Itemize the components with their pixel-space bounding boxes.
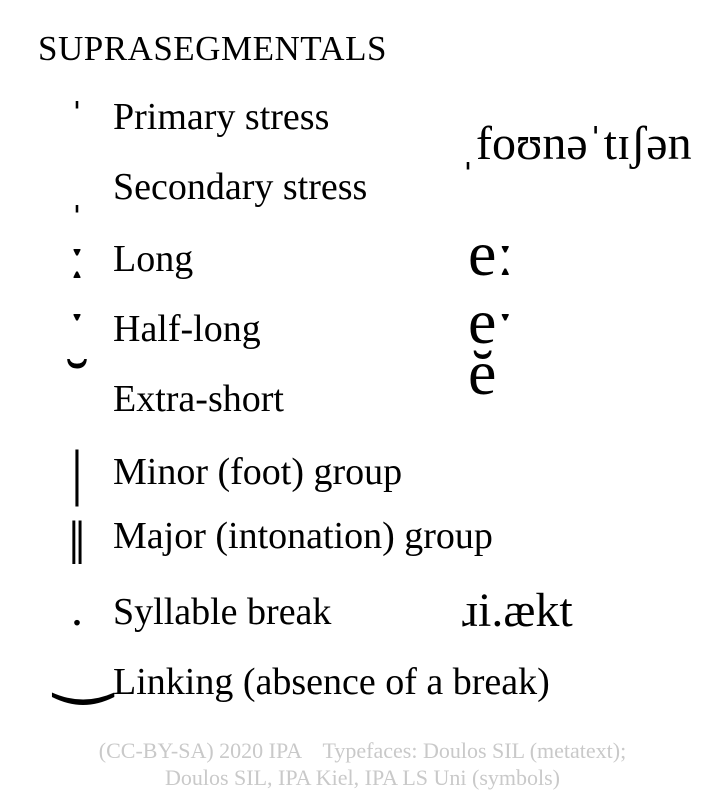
linking-label: Linking (absence of a break) — [113, 661, 550, 703]
syllable-break-example: ɹi.ækt — [462, 584, 573, 637]
linking-symbol: ‿ — [55, 627, 112, 704]
long-label: Long — [113, 238, 194, 280]
minor-foot-group-label: Minor (foot) group — [113, 451, 403, 493]
major-intonation-group-symbol: ‖ — [68, 510, 86, 578]
long-symbol: ː — [68, 221, 86, 292]
secondary-stress-label: Secondary stress — [113, 166, 368, 208]
minor-foot-group-symbol: | — [70, 439, 84, 507]
footer-credits — [0, 737, 725, 791]
secondary-stress-symbol: ˌ — [69, 160, 85, 213]
extra-short-example: ĕ — [468, 337, 497, 408]
primary-stress-symbol: ˈ — [69, 92, 85, 145]
primary-stress-label: Primary stress — [113, 96, 330, 138]
page-title: SUPRASEGMENTALS — [38, 29, 387, 68]
major-intonation-group-label: Major (intonation) group — [113, 515, 493, 557]
syllable-break-symbol: . — [71, 583, 83, 636]
footer-line-1: (CC-BY-SA) 2020 IPA Typefaces: Doulos SIL (metatext); — [98, 738, 627, 763]
half-long-example: eˑ — [468, 286, 515, 357]
footer-line-2: Doulos SIL, IPA Kiel, IPA LS Uni (symbols) — [164, 765, 561, 790]
stress-example: ˌfoʊnəˈtɪʃən — [460, 117, 692, 170]
extra-short-symbol: ˘ — [65, 346, 89, 423]
half-long-label: Half-long — [113, 308, 261, 350]
long-example: eː — [468, 218, 515, 289]
syllable-break-label: Syllable break — [113, 591, 332, 633]
half-long-symbol: ˑ — [68, 286, 86, 357]
extra-short-label: Extra-short — [113, 378, 284, 420]
